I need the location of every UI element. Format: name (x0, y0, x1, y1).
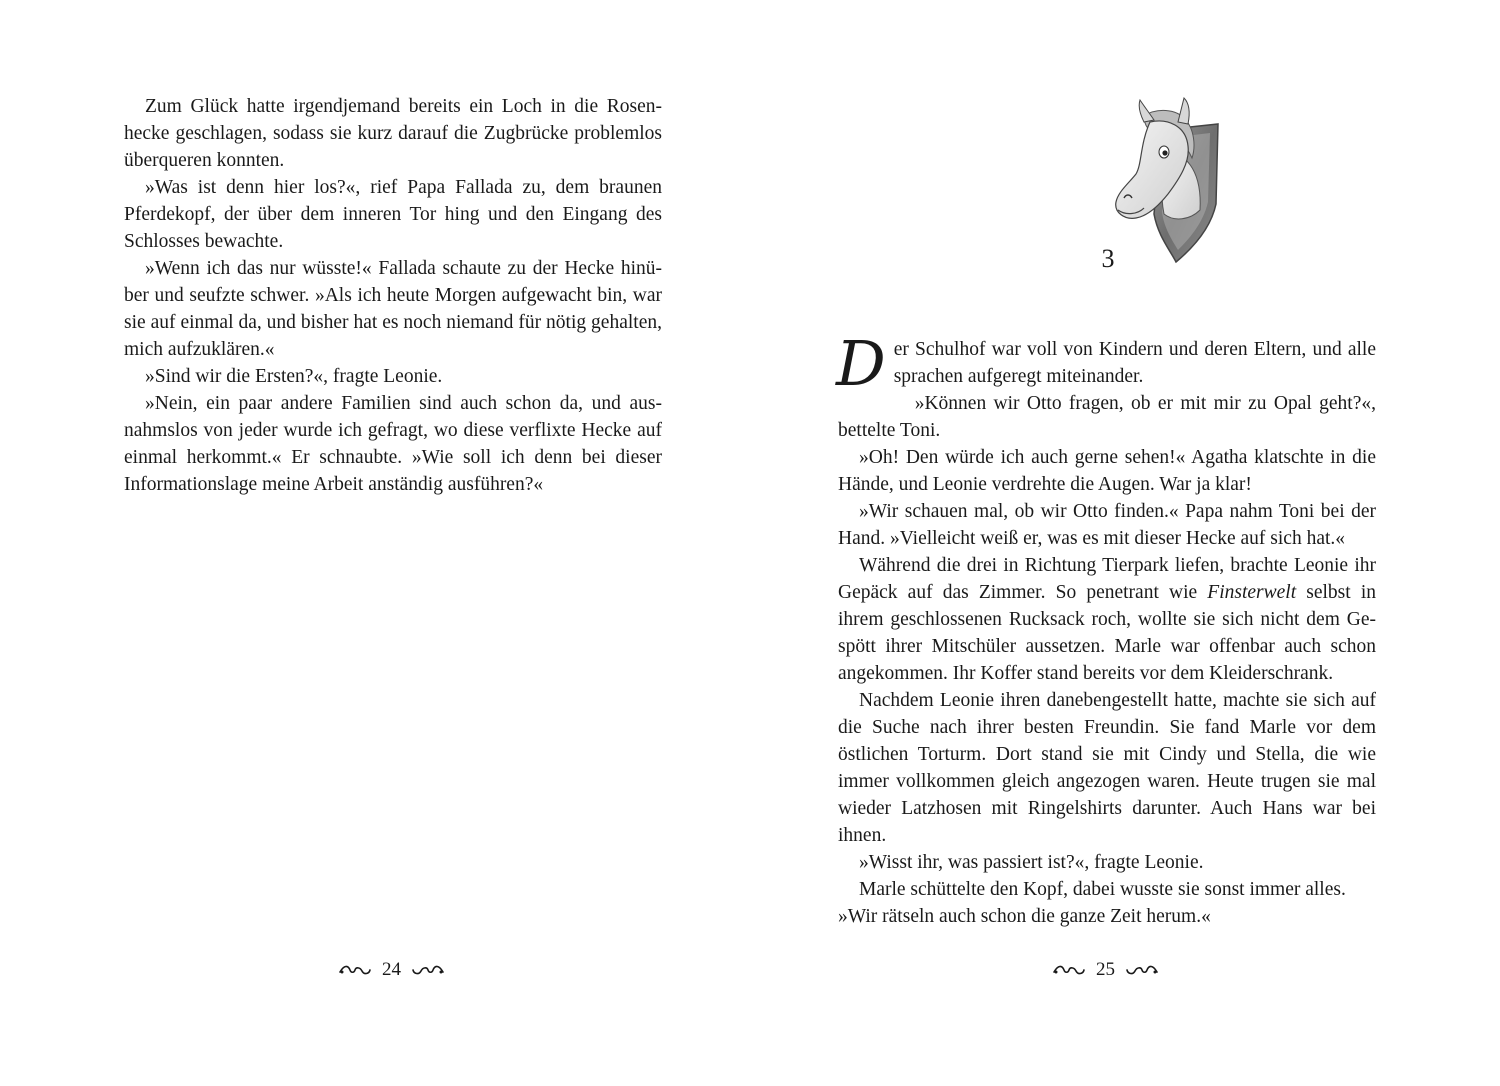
paragraph: »Wir schauen mal, ob wir Otto finden.« Papa nahm Toni bei der Hand. »Vielleicht weiß er, was es mit dieser Hecke auf sich hat.« (838, 501, 1376, 549)
paragraph: Zum Glück hatte irgendjemand bereits ein Loch in die Rosenhecke geschlagen, sodass sie kurz darauf die Zugbrücke problemlos überqueren konnten. (124, 96, 662, 171)
page-number: 25 (1096, 959, 1115, 980)
book-title-italic: Finsterwelt (1207, 582, 1297, 603)
paragraph: Marle schüttelte den Kopf, dabei wusste sie sonst immer alles. (859, 879, 1346, 900)
ornament-swirl-icon (1052, 963, 1086, 977)
paragraph: »Oh! Den würde ich auch gerne sehen!« Agatha klatschte in die Hände, und Leonie verdrehte die Augen. War ja klar! (838, 447, 1376, 495)
ornament-swirl-icon (1125, 963, 1159, 977)
page-number: 24 (382, 959, 401, 980)
right-page-body (836, 327, 1376, 930)
page-number-left (338, 955, 445, 985)
drop-cap: D (836, 327, 886, 400)
right-page (750, 0, 1500, 1086)
paragraph: »Was ist denn hier los?«, rief Papa Fallada zu, dem braunen Pferdekopf, der über dem inneren Tor hing und den Eingang des Schlosses bewachte. (124, 177, 662, 252)
paragraph: »Können wir Otto fragen, ob er mit mir zu Opal geht?«, bettelte Toni. (838, 393, 1376, 441)
text-span: Während die drei in Richtung Tierpark liefen, brachte Leonie ihr Gepäck auf das Zimmer. So penetrant wie (838, 555, 1376, 603)
ornament-swirl-icon (338, 963, 372, 977)
paragraph: Nachdem Leonie ihren danebengestellt hatte, machte sie sich auf die Suche nach ihrer besten Freundin. Sie fand Marle vor dem östlichen Torturm. Dort stand sie mit Cindy und Stella, die wie immer vollkommen gleich angezogen waren. Heute trugen sie mal wieder Latzhosen mit Ringelshirts darunter. Auch Hans war bei ihnen. (838, 690, 1376, 846)
opening-paragraph (836, 327, 1376, 400)
ornament-swirl-icon (411, 963, 445, 977)
paragraph: »Wenn ich das nur wüsste!« Fallada schaute zu der Hecke hinüber und seufzte schwer. »Als ich heute Morgen aufgewacht bin, war sie auf einmal da, und bisher hat es noch niemand für nötig gehalten, mich aufzuklären.« (124, 258, 662, 360)
opening-text: er Schulhof war voll von Kindern und deren Eltern, und alle sprachen aufgeregt miteinander. (893, 339, 1376, 387)
chapter-number: 3 (1101, 244, 1115, 273)
left-page-body (124, 93, 662, 498)
paragraph (838, 552, 1376, 687)
horse-head-trophy-icon (1110, 94, 1224, 266)
page-number-right (1052, 955, 1159, 985)
paragraph-continuation: »Wir rätseln auch schon die ganze Zeit herum.« (838, 906, 1211, 927)
text-span: selbst in ihrem geschlossenen Rucksack roch, wollte sie sich nicht dem Gespött ihrer Mitschüler aussetzen. Marle war offenbar auch schon angekommen. Ihr Koffer stand bereits vor dem Kleiderschrank. (838, 582, 1376, 684)
paragraph: »Nein, ein paar andere Familien sind auch schon da, und ausnahmslos von jeder wurde ich gefragt, wo diese verflixte Hecke auf einmal herkommt.« Er schnaubte. »Wie soll ich denn bei dieser Informationslage meine Arbeit anständig ausführen?« (124, 393, 662, 495)
paragraph: »Sind wir die Ersten?«, fragte Leonie. (145, 366, 443, 387)
paragraph: »Wisst ihr, was passiert ist?«, fragte Leonie. (859, 852, 1204, 873)
